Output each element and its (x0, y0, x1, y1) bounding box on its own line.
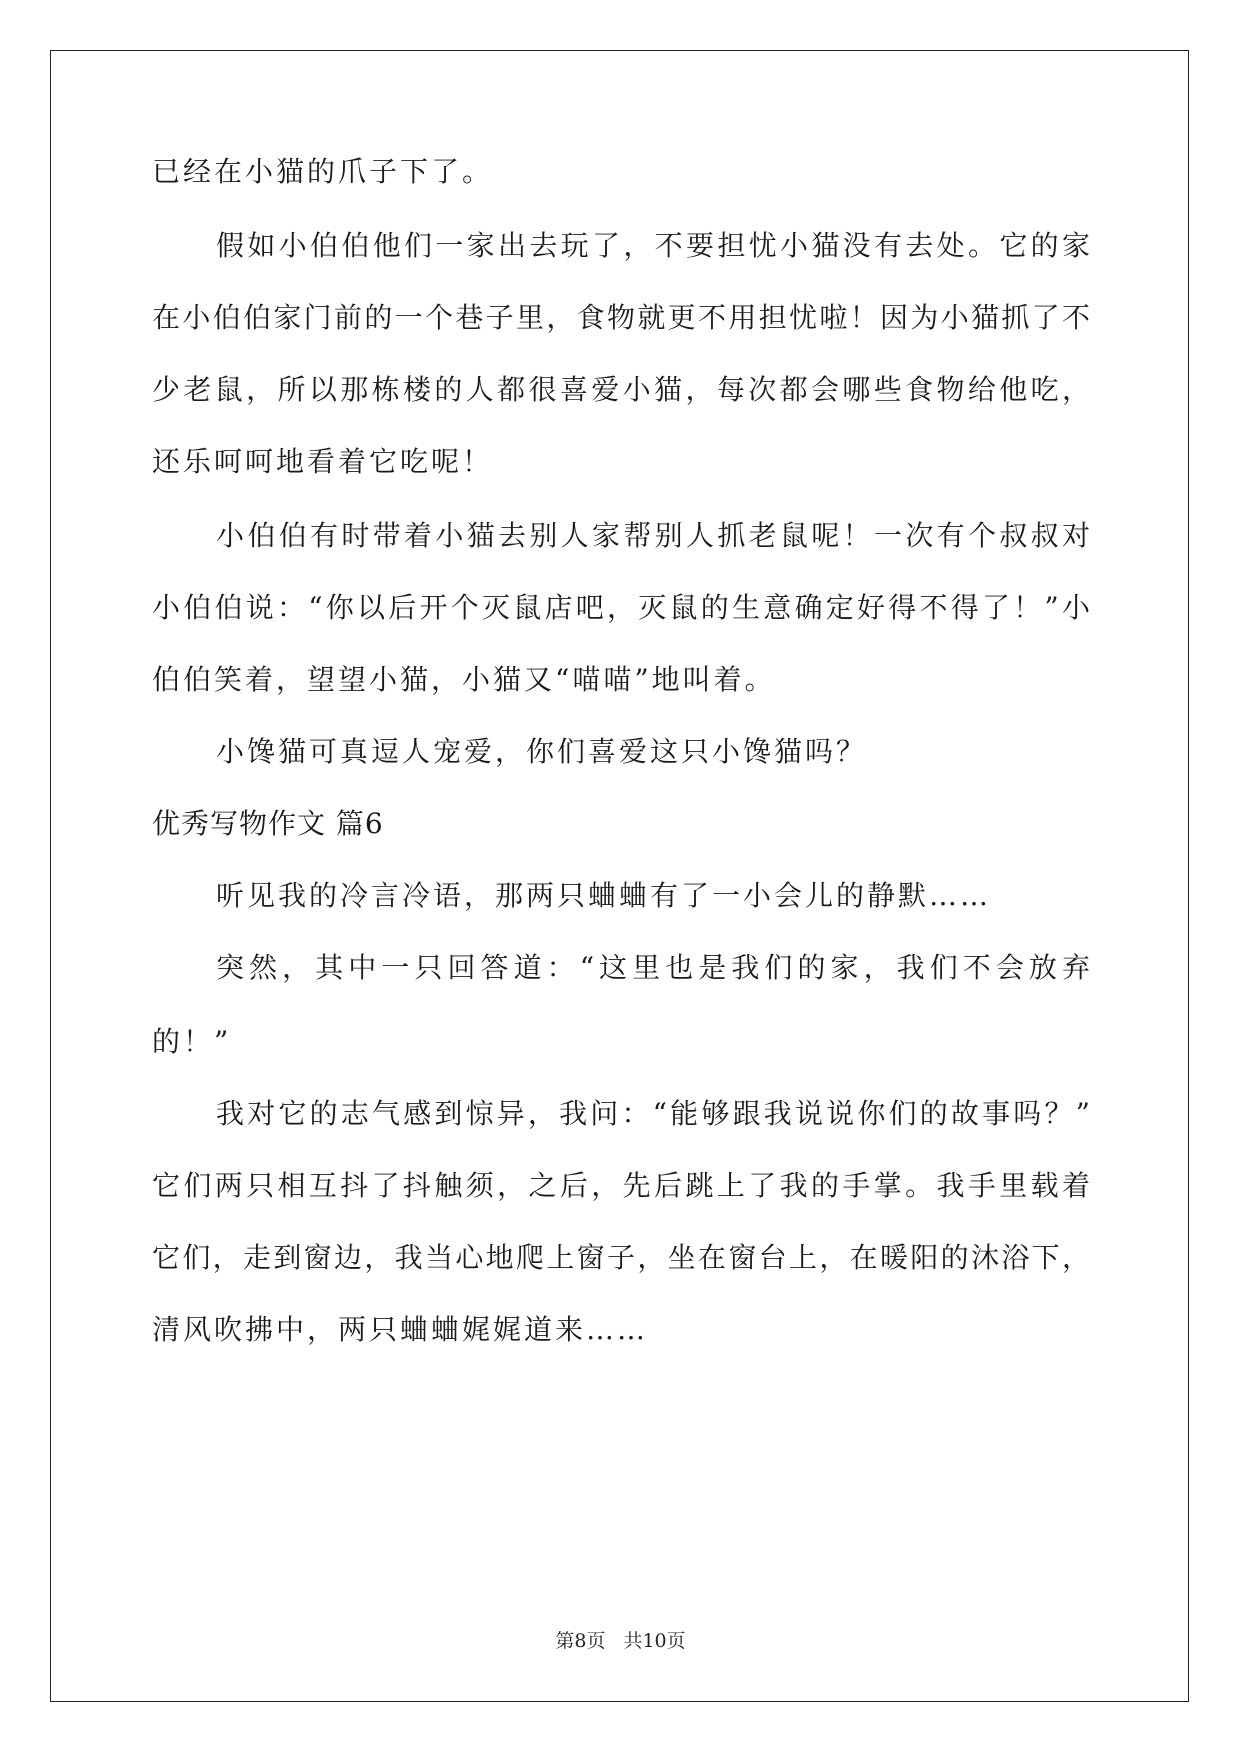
text-line: 它们两只相互抖了抖触须，之后，先后跳上了我的手掌。我手里载着 (152, 1169, 1090, 1202)
text-line: 还乐呵呵地看着它吃呢！ (152, 445, 494, 478)
text-line: 清风吹拂中，两只蛐蛐娓娓道来…… (152, 1313, 649, 1346)
page-number: 第8页 (555, 1630, 606, 1652)
text-line: 假如小伯伯他们一家出去玩了，不要担忧小猫没有去处。它的家 (216, 229, 1090, 262)
text-line: 听见我的冷言冷语，那两只蛐蛐有了一小会儿的静默…… (216, 879, 992, 912)
text-line: 小伯伯说：“你以后开个灭鼠店吧，灭鼠的生意确定好得不得了！”小 (152, 591, 1090, 624)
text-line: 少老鼠，所以那栋楼的人都很喜爱小猫，每次都会哪些食物给他吃， (152, 373, 1090, 406)
text-line: 的！” (152, 1025, 232, 1058)
text-line: 小馋猫可真逗人宠爱，你们喜爱这只小馋猫吗？ (216, 735, 868, 768)
text-line: 伯伯笑着，望望小猫，小猫又“喵喵”地叫着。 (152, 663, 776, 696)
page-footer (0, 1628, 1241, 1654)
text-line: 在小伯伯家门前的一个巷子里，食物就更不用担忧啦！因为小猫抓了不 (152, 301, 1090, 334)
text-line: 小伯伯有时带着小猫去别人家帮别人抓老鼠呢！一次有个叔叔对 (216, 519, 1090, 552)
text-line: 已经在小猫的爪子下了。 (152, 155, 494, 188)
text-line: 它们，走到窗边，我当心地爬上窗子，坐在窗台上，在暖阳的沐浴下， (152, 1241, 1090, 1274)
text-line: 突然，其中一只回答道：“这里也是我们的家，我们不会放弃 (216, 951, 1090, 984)
section-heading: 优秀写物作文 篇6 (152, 807, 384, 840)
text-line: 我对它的志气感到惊异，我问：“能够跟我说说你们的故事吗？” (216, 1097, 1090, 1130)
page-total: 共10页 (623, 1630, 686, 1652)
